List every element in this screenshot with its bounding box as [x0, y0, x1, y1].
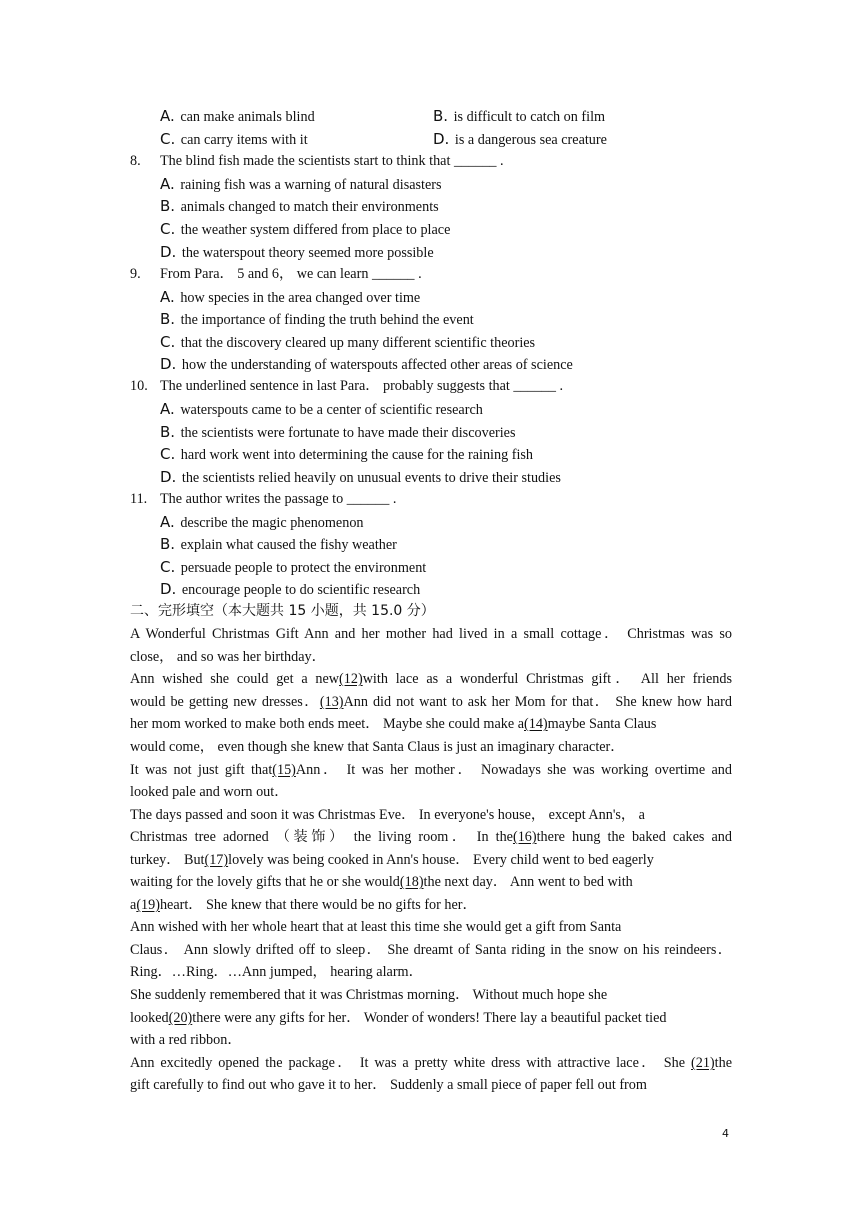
- option-letter: A.: [160, 513, 175, 531]
- q8-option-b: [160, 196, 439, 216]
- q7-option-b: [433, 106, 605, 126]
- blank-13: (13): [319, 694, 344, 710]
- option-letter: D.: [160, 468, 177, 486]
- q9-option-a: [160, 287, 420, 307]
- passage-line: [130, 1053, 732, 1073]
- q10-option-a: [160, 399, 483, 419]
- passage-text: Ann wished she could get a new: [130, 671, 340, 687]
- option-letter: B.: [433, 107, 449, 125]
- passage-line: gift carefully to find out who gave it to her． Suddenly a small piece of paper fell out from: [130, 1077, 647, 1093]
- passage-text: the next day． Ann went to bed with: [423, 874, 633, 890]
- option-text: can make animals blind: [180, 109, 315, 125]
- q8-option-c: [160, 219, 450, 239]
- passage-line: Ring．…Ring．…Ann jumped， hearing alarm．: [130, 964, 423, 980]
- passage-line: A Wonderful Christmas Gift Ann and her mother had lived in a small cottage． Christmas was so: [130, 626, 732, 642]
- option-letter: D.: [160, 243, 177, 261]
- q7-option-d: [433, 129, 607, 149]
- passage-line: [130, 1008, 732, 1028]
- blank-18: (18): [399, 874, 424, 890]
- blank-21: (21): [691, 1055, 715, 1071]
- q10-option-d: [160, 467, 561, 487]
- passage-text: heart． She knew that there would be no gifts for her．: [159, 897, 477, 913]
- passage-text: Christmas tree adorned （装饰） the living room． In the: [130, 829, 513, 845]
- passage-text: lovely was being cooked in Ann's house． Every child went to bed eagerly: [228, 852, 654, 868]
- question-text: From Para． 5 and 6， we can learn ______ .: [160, 266, 422, 282]
- q9-option-b: [160, 309, 474, 329]
- q11-option-b: [160, 534, 397, 554]
- option-text: encourage people to do scientific research: [181, 582, 421, 598]
- option-letter: D.: [160, 355, 177, 373]
- passage-text: turkey． But: [130, 852, 205, 868]
- option-letter: C.: [160, 333, 176, 351]
- option-letter: B.: [160, 310, 176, 328]
- q10-option-b: [160, 422, 515, 442]
- option-text: raining fish was a warning of natural disasters: [180, 177, 442, 193]
- passage-text: would be getting new dresses．: [130, 694, 320, 710]
- option-letter: D.: [160, 580, 177, 598]
- question-text: The blind fish made the scientists start to think that ______ .: [160, 153, 504, 169]
- option-text: is difficult to catch on film: [453, 109, 606, 125]
- option-text: explain what caused the fishy weather: [180, 537, 397, 553]
- blank-20: (20): [168, 1010, 193, 1026]
- option-text: is a dangerous sea creature: [454, 132, 607, 148]
- option-letter: D.: [433, 130, 450, 148]
- option-letter: C.: [160, 445, 176, 463]
- option-letter: B.: [160, 535, 176, 553]
- option-text: the scientists were fortunate to have made their discoveries: [180, 425, 516, 441]
- option-text: the waterspout theory seemed more possible: [181, 245, 434, 261]
- passage-line: The days passed and soon it was Christmas Eve． In everyone's house， except Ann's， a: [130, 807, 645, 823]
- option-text: waterspouts came to be a center of scientific research: [180, 402, 483, 418]
- passage-line: [130, 827, 732, 847]
- option-text: how the understanding of waterspouts affected other areas of science: [181, 357, 573, 373]
- option-text: can carry items with it: [180, 132, 308, 148]
- passage-line: [130, 872, 732, 892]
- option-text: how species in the area changed over time: [180, 290, 421, 306]
- q7-option-a: [160, 106, 315, 126]
- question-number: 9.: [130, 266, 141, 282]
- option-letter: C.: [160, 220, 176, 238]
- blank-12: (12): [339, 671, 363, 687]
- question-9-stem: [130, 264, 422, 284]
- option-text: animals changed to match their environments: [180, 199, 439, 215]
- passage-text: there hung the baked cakes and: [536, 829, 732, 845]
- q11-option-a: [160, 512, 364, 532]
- passage-text: there were any gifts for her． Wonder of wonders! There lay a beautiful packet tied: [192, 1010, 667, 1026]
- passage-text: Ann． It was her mother． Nowadays she was working overtime and: [295, 762, 732, 778]
- option-text: persuade people to protect the environment: [180, 560, 427, 576]
- option-text: the weather system differed from place to place: [180, 222, 451, 238]
- passage-line: [130, 850, 732, 870]
- blank-17: (17): [204, 852, 229, 868]
- option-letter: A.: [160, 288, 175, 306]
- q9-option-c: [160, 332, 535, 352]
- blank-16: (16): [512, 829, 537, 845]
- option-letter: C.: [160, 130, 176, 148]
- passage-text: It was not just gift that: [130, 762, 273, 778]
- option-text: that the discovery cleared up many different scientific theories: [180, 335, 536, 351]
- question-number: 8.: [130, 153, 141, 169]
- blank-19: (19): [136, 897, 160, 913]
- passage-line: She suddenly remembered that it was Christmas morning． Without much hope she: [130, 987, 608, 1003]
- option-letter: A.: [160, 175, 175, 193]
- question-text: The underlined sentence in last Para． probably suggests that ______ .: [160, 378, 564, 394]
- passage-text: Ann did not want to ask her Mom for that． She knew how hard: [343, 694, 732, 710]
- passage-text: maybe Santa Claus: [547, 716, 657, 732]
- section-title: 二、完形填空（本大题共 15 小题，共 15.0 分）: [130, 603, 435, 619]
- option-letter: C.: [160, 558, 176, 576]
- option-text: the scientists relied heavily on unusual events to drive their studies: [181, 470, 561, 486]
- q10-option-c: [160, 444, 533, 464]
- passage-line: would come， even though she knew that Santa Claus is just an imaginary character．: [130, 739, 625, 755]
- option-text: hard work went into determining the cause for the raining fish: [180, 447, 534, 463]
- passage-line: [130, 760, 732, 780]
- q8-option-d: [160, 242, 434, 262]
- question-text: The author writes the passage to ______ .: [160, 491, 397, 507]
- q11-option-c: [160, 557, 426, 577]
- passage-line: close， and so was her birthday．: [130, 649, 326, 665]
- option-text: describe the magic phenomenon: [180, 515, 364, 531]
- q8-option-a: [160, 174, 442, 194]
- passage-text: a: [130, 897, 137, 913]
- passage-line: [130, 895, 732, 915]
- passage-line: looked pale and worn out．: [130, 784, 289, 800]
- passage-text: her mom worked to make both ends meet． Maybe she could make a: [130, 716, 524, 732]
- passage-text: with lace as a wonderful Christmas gift． All her friends: [362, 671, 732, 687]
- passage-line: Claus． Ann slowly drifted off to sleep． She dreamt of Santa riding in the snow on his reindeers．: [130, 942, 732, 958]
- page-number: 4: [722, 1127, 729, 1140]
- question-10-stem: [130, 376, 563, 396]
- blank-15: (15): [272, 762, 296, 778]
- question-number: 10.: [130, 378, 148, 394]
- q9-option-d: [160, 354, 573, 374]
- option-text: the importance of finding the truth behind the event: [180, 312, 474, 328]
- passage-text: the: [714, 1055, 732, 1071]
- passage-text: waiting for the lovely gifts that he or she would: [130, 874, 400, 890]
- passage-text: looked: [130, 1010, 169, 1026]
- blank-14: (14): [524, 716, 548, 732]
- passage-line: [130, 692, 732, 712]
- q7-option-c: [160, 129, 308, 149]
- option-letter: B.: [160, 197, 176, 215]
- question-number: 11.: [130, 491, 148, 507]
- passage-text: Ann excitedly opened the package． It was a pretty white dress with attractive lace． She: [130, 1055, 692, 1071]
- question-11-stem: [130, 489, 396, 509]
- passage-line: [130, 669, 732, 689]
- question-8-stem: [130, 151, 504, 171]
- passage-line: with a red ribbon．: [130, 1032, 242, 1048]
- passage-line: Ann wished with her whole heart that at least this time she would get a gift from Santa: [130, 919, 622, 935]
- option-letter: A.: [160, 400, 175, 418]
- q11-option-d: [160, 579, 420, 599]
- option-letter: A.: [160, 107, 175, 125]
- option-letter: B.: [160, 423, 176, 441]
- passage-line: [130, 714, 732, 734]
